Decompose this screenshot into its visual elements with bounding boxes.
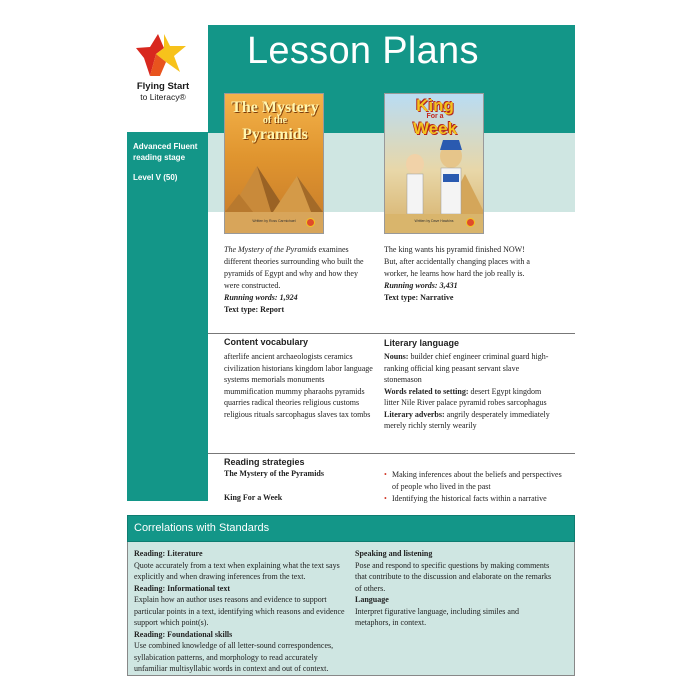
flying-start-logo bbox=[128, 32, 198, 110]
adverbs-list: angrily desperately immediately merely richly sternly wearily bbox=[384, 409, 550, 430]
book-cover-king-for-a-week bbox=[384, 93, 484, 234]
nouns-list: builder chief engineer criminal guard high-ranking official king peasant servant slave stonemason bbox=[384, 352, 549, 384]
section-divider bbox=[208, 453, 575, 454]
literary-language-list bbox=[384, 351, 554, 432]
strategy-text: Identifying the historical facts within a narrative bbox=[392, 494, 547, 503]
text-type-value: Report bbox=[260, 305, 285, 314]
setting-list: desert Egypt kingdom litter Nile River palace pyramid robes sarcophagus bbox=[384, 386, 547, 407]
running-words-label: Running words: bbox=[224, 293, 280, 302]
standard-text: Explain how an author uses reasons and evidence to support particular points in a text, identifying which reasons and evidence support which point(s). bbox=[134, 595, 345, 627]
standard-text: Interpret figurative language, including similes and metaphors, in context. bbox=[355, 606, 519, 627]
book-summary: The king wants his pyramid finished NOW! But, after accidentally changing places with a worker, he learns how hard the job really is. bbox=[384, 245, 530, 278]
star-logo-icon bbox=[136, 32, 190, 80]
book-title-inline: The Mystery of the Pyramids bbox=[224, 245, 317, 254]
reading-stage: Advanced Fluent reading stage bbox=[133, 142, 198, 162]
page-title: Lesson Plans bbox=[247, 30, 479, 72]
standard-text: Quote accurately from a text when explaining what the text says explicitly and when drawing inferences from the text. bbox=[134, 560, 340, 581]
text-type-label: Text type: bbox=[384, 293, 421, 302]
bullet-icon: • bbox=[384, 494, 387, 503]
strategy-item bbox=[384, 469, 562, 492]
cover-title-small: of the bbox=[262, 115, 288, 126]
literary-language-heading: Literary language bbox=[384, 338, 460, 348]
text-type-value: Narrative bbox=[420, 293, 454, 302]
standard-text: Pose and respond to specific questions by making comments that contribute to the discussion and elaborate on the remarks of others. bbox=[355, 560, 552, 593]
book-description-1 bbox=[224, 244, 364, 316]
cover-title-end: Pyramids bbox=[242, 126, 308, 143]
reading-strategies-heading: Reading strategies bbox=[224, 457, 305, 467]
reading-level: Level V (50) bbox=[133, 173, 178, 182]
cover-credit: Written by Dave Hawkins bbox=[414, 219, 454, 223]
standard-title: Reading: Foundational skills bbox=[134, 629, 233, 639]
standard-title: Speaking and listening bbox=[355, 549, 433, 558]
strategy-item bbox=[384, 493, 562, 505]
strategy-book-title: King For a Week bbox=[224, 493, 283, 502]
book-description-2 bbox=[384, 244, 534, 304]
logo-line-2: to Literacy® bbox=[140, 92, 186, 102]
nouns-label: Nouns: bbox=[384, 352, 409, 361]
standard-title: Language bbox=[355, 595, 389, 604]
content-vocabulary-list: afterlife ancient archaeologists ceramics civilization historians kingdom labor language systems memorials monuments mummification mummy pharaohs pyramids quarries radical theories religious customs religious rituals sarcophagus slaves tax tombs bbox=[224, 352, 373, 419]
standard-title: Reading: Literature bbox=[134, 549, 203, 558]
strategy-text: Making inferences about the beliefs and perspectives of people who lived in the past bbox=[392, 470, 562, 491]
correlations-heading: Correlations with Standards bbox=[134, 522, 270, 534]
cover-title-small: For a bbox=[426, 113, 444, 120]
correlations-right-column bbox=[355, 548, 555, 629]
publisher-badge-icon bbox=[306, 218, 315, 227]
content-vocabulary-heading: Content vocabulary bbox=[224, 337, 309, 347]
running-words-value: 3,431 bbox=[439, 281, 458, 290]
running-words-label: Running words: bbox=[384, 281, 440, 290]
publisher-badge-icon bbox=[466, 218, 475, 227]
cover-title-main: King bbox=[416, 96, 454, 115]
book-cover-mystery-of-the-pyramids bbox=[224, 93, 324, 234]
text-type-label: Text type: bbox=[224, 305, 261, 314]
strategy-book-title: The Mystery of the Pyramids bbox=[224, 469, 324, 478]
adverbs-label: Literary adverbs: bbox=[384, 409, 445, 419]
cover-credit: Written by Ross Carmichael bbox=[252, 219, 296, 223]
side-band bbox=[127, 132, 208, 501]
correlations-left-column bbox=[134, 548, 349, 675]
cover-title-end: Week bbox=[412, 119, 458, 138]
logo-line-1: Flying Start bbox=[136, 81, 190, 92]
book-summary: examines different theories surrounding who built the pyramids of Egypt and why and how they were constructed. bbox=[224, 245, 364, 290]
running-words-value: 1,924 bbox=[279, 293, 298, 302]
bullet-icon: • bbox=[384, 470, 387, 479]
section-divider bbox=[208, 333, 575, 334]
standard-text: Use combined knowledge of all letter-sound correspondences, syllabication patterns, and morphology to read accurately unfamiliar multisyllabic words in context and out of context. bbox=[134, 641, 334, 673]
setting-label: Words related to setting: bbox=[384, 386, 469, 396]
standard-title: Reading: Informational text bbox=[134, 583, 230, 593]
cover-title-main: The Mystery bbox=[231, 99, 319, 116]
